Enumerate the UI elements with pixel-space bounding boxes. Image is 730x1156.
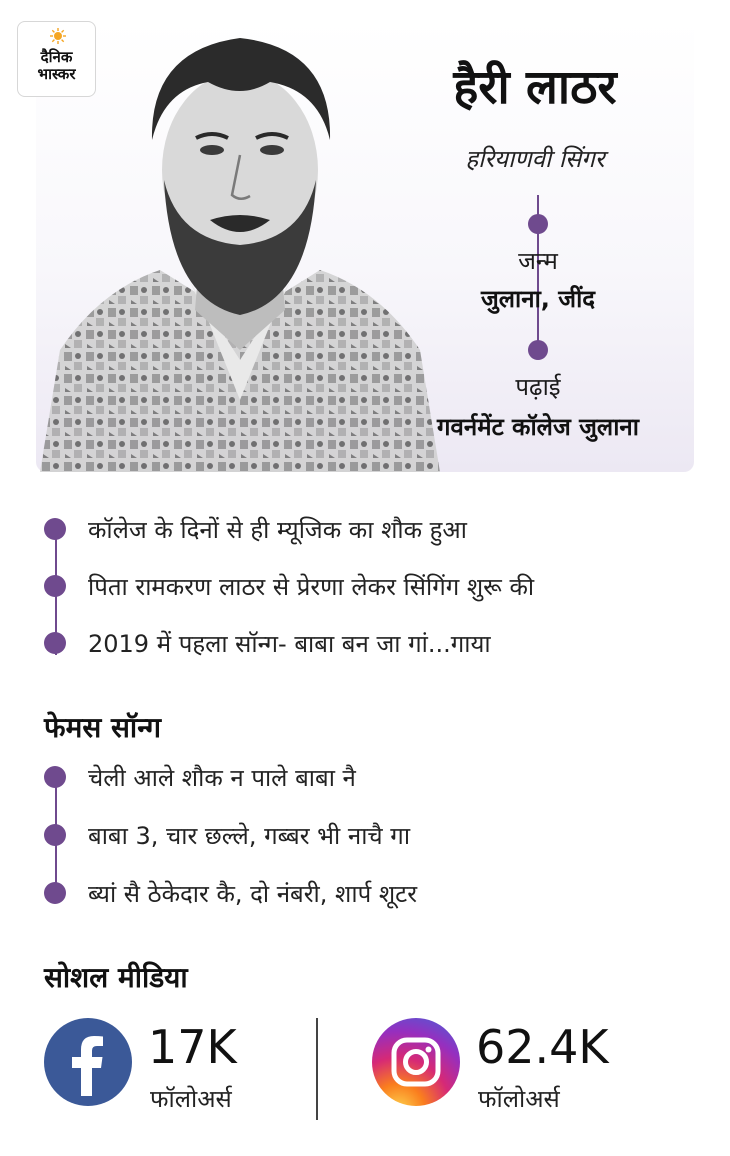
education-value: गवर्नमेंट कॉलेज जुलाना bbox=[437, 413, 639, 441]
famous-songs-heading: फेमस सॉन्ग bbox=[44, 711, 162, 744]
bullet-dot bbox=[44, 632, 66, 654]
song-text: बाबा 3, चार छल्ले, गब्बर भी नाचै गा bbox=[88, 821, 411, 850]
birth-value: जुलाना, जींद bbox=[480, 285, 596, 313]
facebook-follower-count: 17K bbox=[148, 1020, 237, 1074]
bullet-dot bbox=[44, 824, 66, 846]
list-item bbox=[44, 569, 704, 603]
fact-text: 2019 में पहला सॉन्ग- बाबा बन जा गां...गाया bbox=[88, 629, 491, 658]
facebook-follower-label: फॉलोअर्स bbox=[150, 1085, 232, 1113]
timeline-dot-birth bbox=[528, 214, 548, 234]
list-item bbox=[44, 760, 704, 794]
profile-profession: हरियाणवी सिंगर bbox=[465, 145, 605, 173]
song-text: चेली आले शौक न पाले बाबा नै bbox=[88, 763, 356, 792]
social-media-heading: सोशल मीडिया bbox=[44, 961, 188, 994]
list-item bbox=[44, 876, 704, 910]
profile-name: हैरी लाठर bbox=[453, 60, 617, 115]
portrait-illustration bbox=[37, 20, 440, 472]
bullet-dot bbox=[44, 882, 66, 904]
logo-text-line2: भास्कर bbox=[37, 65, 76, 83]
list-item bbox=[44, 626, 704, 660]
song-text: ब्यां सै ठेकेदार कै, दो नंबरी, शार्प शूटर bbox=[88, 879, 418, 908]
social-divider bbox=[316, 1018, 318, 1120]
list-item bbox=[44, 818, 704, 852]
fact-text: कॉलेज के दिनों से ही म्यूजिक का शौक हुआ bbox=[88, 515, 467, 544]
facebook-icon bbox=[44, 1018, 132, 1106]
bullet-dot bbox=[44, 766, 66, 788]
education-label: पढ़ाई bbox=[515, 373, 561, 401]
fact-text: पिता रामकरण लाठर से प्रेरणा लेकर सिंगिंग शुरू की bbox=[88, 572, 535, 601]
bullet-dot bbox=[44, 575, 66, 597]
instagram-follower-count: 62.4K bbox=[476, 1020, 609, 1074]
instagram-follower-label: फॉलोअर्स bbox=[478, 1085, 560, 1113]
instagram-icon bbox=[372, 1018, 460, 1106]
timeline-dot-education bbox=[528, 340, 548, 360]
list-item bbox=[44, 512, 704, 546]
logo-text-line1: दैनिक bbox=[40, 48, 73, 66]
social-media-stats bbox=[44, 1018, 694, 1128]
birth-label: जन्म bbox=[518, 247, 558, 275]
bullet-dot bbox=[44, 518, 66, 540]
